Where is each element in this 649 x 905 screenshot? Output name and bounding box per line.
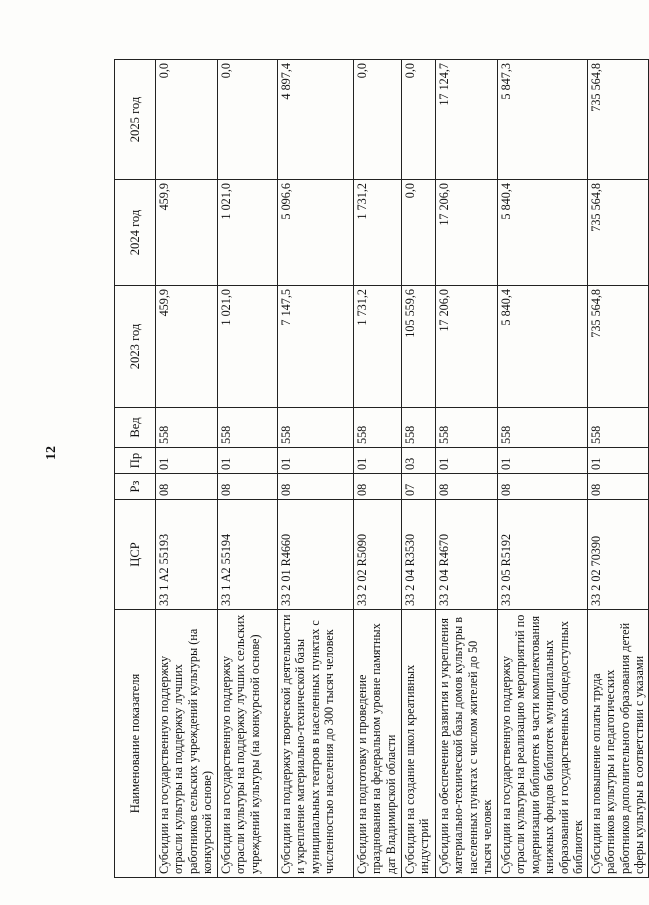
row-2023: 735 564,8 <box>588 286 649 408</box>
row-2023: 7 147,5 <box>278 286 354 408</box>
row-pr: 01 <box>278 448 354 474</box>
row-name: Субсидии на поддержку творческой деятельности и укрепление материально-технической базы муниципальных театров в населенных пунктах с численностью населения до 300 тысяч человек <box>278 610 354 878</box>
row-2025: 0,0 <box>354 60 402 180</box>
row-pr: 01 <box>156 448 218 474</box>
row-rz: 08 <box>354 474 402 500</box>
row-2024: 1 021,0 <box>218 180 278 286</box>
table-row <box>402 60 436 878</box>
row-2023: 5 840,4 <box>498 286 588 408</box>
row-pr: 01 <box>588 448 649 474</box>
header-rz: Рз <box>115 474 156 500</box>
header-2025: 2025 год <box>115 60 156 180</box>
row-rz: 08 <box>436 474 498 500</box>
row-name: Субсидии на создание школ креативных индустрий <box>402 610 436 878</box>
row-pr: 03 <box>402 448 436 474</box>
header-2023: 2023 год <box>115 286 156 408</box>
row-ved: 558 <box>436 408 498 448</box>
row-ved: 558 <box>354 408 402 448</box>
row-csr: 33 2 04 R3530 <box>402 500 436 610</box>
row-rz: 08 <box>218 474 278 500</box>
row-2025: 0,0 <box>156 60 218 180</box>
table-row <box>436 60 498 878</box>
row-2024: 1 731,2 <box>354 180 402 286</box>
row-pr: 01 <box>354 448 402 474</box>
header-pr: Пр <box>115 448 156 474</box>
row-2024: 735 564,8 <box>588 180 649 286</box>
row-rz: 07 <box>402 474 436 500</box>
table-row <box>278 60 354 878</box>
row-csr: 33 2 01 R4660 <box>278 500 354 610</box>
row-2025: 0,0 <box>402 60 436 180</box>
table-row <box>588 60 649 878</box>
row-2024: 5 096,6 <box>278 180 354 286</box>
row-2023: 1 021,0 <box>218 286 278 408</box>
row-ved: 558 <box>278 408 354 448</box>
row-ved: 558 <box>218 408 278 448</box>
row-ved: 558 <box>498 408 588 448</box>
row-rz: 08 <box>278 474 354 500</box>
row-name: Субсидии на государственную поддержку отрасли культуры на поддержку лучших сельских учреждений культуры (на конкурсной основе) <box>218 610 278 878</box>
row-csr: 33 2 04 R4670 <box>436 500 498 610</box>
row-2023: 459,9 <box>156 286 218 408</box>
table-row <box>498 60 588 878</box>
header-csr: ЦСР <box>115 500 156 610</box>
row-2025: 735 564,8 <box>588 60 649 180</box>
row-csr: 33 2 02 70390 <box>588 500 649 610</box>
budget-table-sheet <box>114 60 647 878</box>
row-2023: 17 206,0 <box>436 286 498 408</box>
row-ved: 558 <box>402 408 436 448</box>
row-2024: 459,9 <box>156 180 218 286</box>
row-rz: 08 <box>156 474 218 500</box>
row-2024: 17 206,0 <box>436 180 498 286</box>
row-rz: 08 <box>498 474 588 500</box>
row-2023: 105 559,6 <box>402 286 436 408</box>
row-csr: 33 2 05 R5192 <box>498 500 588 610</box>
table-row <box>156 60 218 878</box>
row-csr: 33 2 02 R5090 <box>354 500 402 610</box>
page-number: 12 <box>44 446 59 460</box>
table-row <box>218 60 278 878</box>
row-2025: 5 847,3 <box>498 60 588 180</box>
table-header-row <box>115 60 156 878</box>
row-2025: 17 124,7 <box>436 60 498 180</box>
row-rz: 08 <box>588 474 649 500</box>
header-name: Наименование показателя <box>115 610 156 878</box>
row-2024: 5 840,4 <box>498 180 588 286</box>
budget-table <box>114 59 649 878</box>
row-2023: 1 731,2 <box>354 286 402 408</box>
row-2025: 4 897,4 <box>278 60 354 180</box>
row-pr: 01 <box>436 448 498 474</box>
row-2024: 0,0 <box>402 180 436 286</box>
row-name: Субсидии на повышение оплаты труда работников культуры и педагогических работников дополнительного образования детей сферы культуры в соответствии с указами <box>588 610 649 878</box>
row-2025: 0,0 <box>218 60 278 180</box>
row-name: Субсидии на подготовку и проведение празднования на федеральном уровне памятных дат Владимирской области <box>354 610 402 878</box>
row-pr: 01 <box>218 448 278 474</box>
row-name: Субсидии на государственную поддержку отрасли культуры на поддержку лучших работников сельских учреждений культуры (на конкурсной основе) <box>156 610 218 878</box>
row-ved: 558 <box>588 408 649 448</box>
row-csr: 33 1 A2 55194 <box>218 500 278 610</box>
table-row <box>354 60 402 878</box>
row-pr: 01 <box>498 448 588 474</box>
header-ved: Вед <box>115 408 156 448</box>
row-name: Субсидии на государственную поддержку отрасли культуры на реализацию мероприятий по модернизации библиотек в части комплектования книжных фондов библиотек муниципальных образований и государственных общедоступных библиотек <box>498 610 588 878</box>
row-ved: 558 <box>156 408 218 448</box>
header-2024: 2024 год <box>115 180 156 286</box>
row-name: Субсидии на обеспечение развития и укрепления материально-технической базы домов культуры в населенных пунктах с числом жителей до 50 тысяч человек <box>436 610 498 878</box>
row-csr: 33 1 A2 55193 <box>156 500 218 610</box>
